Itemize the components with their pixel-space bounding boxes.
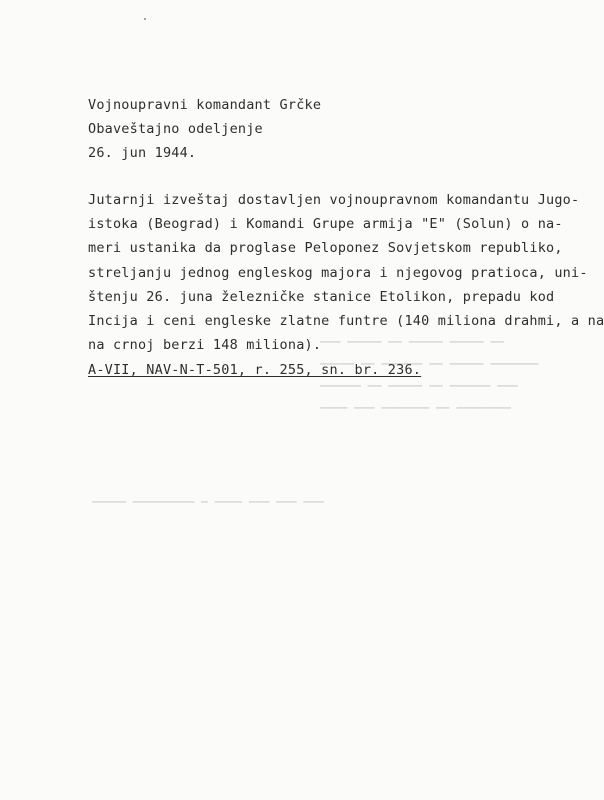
bleed-through-text: ▁▁▁ ▁▁▁▁▁ ▁▁ ▁▁▁▁▁ ▁▁▁▁▁ ▁▁ [320, 330, 505, 343]
paragraph-line: meri ustanika da proglase Peloponez Sovjetskom republiko, [88, 240, 563, 257]
header-date: 26. jun 1944. [88, 145, 197, 161]
bleed-through-text: ▁▁▁▁▁ ▁▁▁▁▁▁▁▁▁ ▁ ▁▁▁▁ ▁▁▁ ▁▁▁ ▁▁▁ [92, 490, 324, 503]
header-department: Obaveštajno odeljenje [88, 121, 263, 137]
paragraph-line: Jutarnji izveštaj dostavljen vojnoupravnom komandantu Jugo- [88, 192, 580, 208]
paragraph-line: Incija i ceni engleske zlatne funtre (140 miliona drahmi, a na [88, 313, 604, 330]
bleed-through-text: ▁▁▁▁ ▁▁▁ ▁▁▁▁▁▁▁ ▁▁ ▁▁▁▁▁▁▁▁ [320, 396, 512, 409]
bleed-through-text: ▁▁▁▁▁▁ ▁▁ ▁▁▁▁▁ ▁▁ ▁▁▁▁▁▁ ▁▁▁ [320, 374, 518, 387]
paper-speck [144, 18, 146, 20]
paragraph-line: štenju 26. juna železničke stanice Etolikon, prepadu kod [88, 288, 555, 305]
paragraph-line: streljanju jednog engleskog majora i njegovog pratioca, uni- [88, 264, 588, 281]
bleed-through-text: ▁▁▁▁▁ ▁▁ ▁▁▁▁▁▁ ▁▁ ▁▁▁▁▁ ▁▁▁▁▁▁▁ [320, 352, 539, 365]
paragraph-line: na crnoj berzi 148 miliona). [88, 337, 322, 354]
archive-reference: A-VII, NAV-N-T-501, r. 255, sn. br. 236. [88, 362, 422, 378]
paragraph-line: istoka (Beograd) i Komandi Grupe armija "E" (Solun) o na- [88, 216, 563, 233]
header-sender: Vojnoupravni komandant Grčke [88, 97, 322, 113]
